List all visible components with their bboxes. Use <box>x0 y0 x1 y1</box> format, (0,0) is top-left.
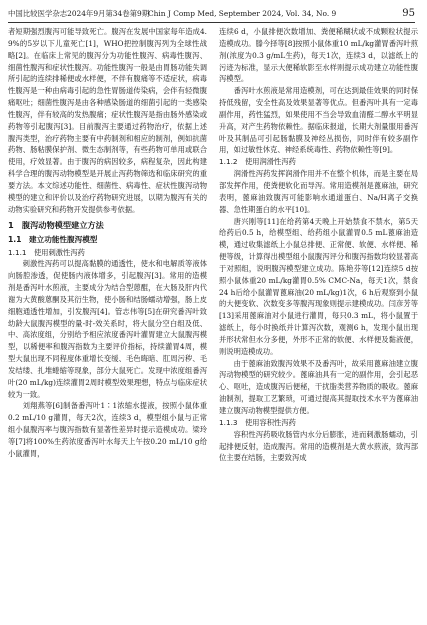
page-header <box>8 8 415 20</box>
subsubsection-heading: 1.1.1 使用刺激性泻药 <box>8 247 85 257</box>
journal-title-en: Chin J Comp Med, September 2024, Vol. 34, No. 9 <box>148 9 337 18</box>
header-divider <box>8 22 415 23</box>
subsubsection-heading: 1.1.2 使用润滑性泻药 <box>219 157 296 167</box>
section-heading: 1 腹泻动物模型建立方法 <box>8 219 104 230</box>
paragraph: 刺激性泻药可以提高黏膜的通透性，使水和电解质等液体向肠腔渗透，促使肠内液体增多，引起腹泻[3]。常用的造模剂是番泻叶水煎液，主要成分为结合型蒽醌，在大肠及肝内代谢为大黄酸蒽酮及其衍生物，使小肠和结肠蠕动增强，肠上皮细胞通透性增加，引发腹泻[4]。管志伟等[5]在研究番泻叶致幼龄大鼠腹泻模型的量-时-效关系时，将大鼠分空白组及低、中、高浓度组，分别给予相应浓度番泻叶灌胃建立大鼠腹泻模型，以稀便率和腹泻指数为主要评价指标，持续灌胃4周，模型大鼠出现不同程度体重增长变缓、毛色晦暗、肛周污秽、毛发结缕、扎堆蜷缩等现象，部分大鼠死亡。发现中浓度组番泻叶(20 mL/kg)连续灌胃2周时模型效果理想，特点与临床症状较为一致。 <box>8 259 207 399</box>
paragraph: 番泻叶水煎液是常用造模剂，可在达到最佳效果的同时保持低残留，安全性高及效果显著等优点。但番泻叶具有一定毒副作用，药性猛烈，如果使用不当会导致血清醛二醇水平明显升高，对产生药物依赖性。据临床报道，长期大剂量服用番泻叶及其制品可引起肠黏膜及神经丛损伤，同时伴有较多副作用，如过敏性休克、神经系统毒性、药物依赖性等[9]。 <box>219 86 418 155</box>
paragraph: 刘翔燕等[6]制备番泻叶1∶1浓缩水提液，按照小鼠体重0.2 mL/10 g灌胃，每天2次，连续3 d，模型组小鼠与正常组小鼠腹泻率与腹泻指数有显著性差异时提示造模成功。梁玲等[7]将100%生药浓度番泻叶水每天上午按0.20 mL/10 g给小鼠灌胃， <box>8 401 207 458</box>
paragraph: 连续6 d，小鼠排便次数增加、粪便稀糊状或不成颗粒状提示造模成功。滕今择等[8]按照小鼠体重10 mL/kg灌胃番泻叶煎剂(浓度为0.3 g/mL生药)，每天1次，连续3 d，以滤纸上的污迹为标准，显示大便稀软影至水样则提示成功建立功能性腹泻模型。 <box>219 27 418 84</box>
paragraph: 者短期强烈腹泻可能导致死亡。腹泻在发展中国家每年造成4.9%的5岁以下儿童死亡[1]，WHO把控制腹泻列为全球性战略[2]。在临床上常见的腹泻分为功能性腹泻、病毒性腹泻、细菌性腹泻和症状性腹泻。功能性腹泻一般是由胃肠功能失调所引起的连续排稀便或水样便，不伴有腹痛等不适症状，病毒性腹泻是一种由病毒引起的急性胃肠道传染病，会伴有轻微腹痛呕吐；细菌性腹泻是由各种感染肠道的细菌引起的一类感染性腹泻，伴有较高的发热腹痛；症状性腹泻是指由肠外感染或药物等引起腹泻[3]。目前腹泻主要通过药物治疗，依据上述腹泻类型，治疗药物主要有中药制剂和相应的制剂，例如抗菌药物、肠粘膜保护剂、微生态制剂等，有些药物可单用或联合使用，疗效显著。由于腹泻的病因较多，病程复杂，因此构建科学合理的腹泻动物模型是开展止泻药物筛选和临床研究的重要方法。本文综述功能性、细菌性、病毒性、症状性腹泻动物模型的建立和评价以及治疗药物研究进展，以期为腹泻有关的动物实验研究和药物开发提供参考依据。 <box>8 27 207 214</box>
paragraph: 唐兴刚等[11]在给药第4天晚上开始禁食不禁水，第5天给药后0.5 h，给模型组、给药组小鼠灌胃0.5 mL蓖麻油造模，通过收集滤纸上小鼠总排便、正常便、软便、水样便、稀便等级，计算得出模型组小鼠腹泻评分和腹泻指数均较显著高于对照组，说明腹泻模型建立成功。陈艳芬等[12]连续5 d按照小鼠体重20 mL/kg灌胃0.5% CMC-Na，每天1次，禁食24 h后给小鼠灌胃蓖麻油(20 mL/kg)1次，6 h后观察到小鼠的大便变软、次数变多等腹泻现象则提示建模成功。闫彦芳等[13]采用蓖麻油对小鼠进行灌胃，每只0.3 mL，将小鼠置于滤纸上，每小时换纸并计算泻次数，观测6 h，发现小鼠出现并形状常但水分多便，外形不正常的软便、水样便及黏液便，则说明造模成功。 <box>219 216 418 356</box>
paragraph: 润滑性泻药发挥润滑作用并不在整个机体，而是主要在局部发挥作用，使粪便软化而导泻。常用造模剂是蓖麻油，研究表明，蓖麻油致腹泻可能影响水通道蛋白、Na/H离子交换器、急性期蛋白的水平[10]。 <box>219 169 418 214</box>
page-number: 95 <box>402 8 415 19</box>
right-column <box>219 26 418 464</box>
paragraph: 容积性泻药吸收肠管内水分后膨胀，进而刺激肠蠕动，引起排便反射，造成腹泻。常用的造模剂是大黄水煎液，致泻部位主要在结肠，主要致泻成 <box>219 429 418 463</box>
subsection-heading: 1.1 建立功能性腹泻模型 <box>8 234 98 244</box>
left-column <box>8 26 207 460</box>
journal-title-cn: 中国比较医学杂志2024年9月第34卷第9期 <box>8 9 150 18</box>
subsubsection-heading: 1.1.3 使用容积性泻药 <box>219 417 296 427</box>
paragraph: 由于蓖麻油致腹泻效果不及番泻叶，故采用蓖麻油建立腹泻动物模型的研究较少。蓖麻油具有一定的副作用，会引起恶心、呕吐，造成腹泻后便秘，干扰脂类营养物质的吸收。蓖麻油制剂，提取工艺繁琐，可通过提高其提取技术水平为蓖麻油建立腹泻动物模型提供方便。 <box>219 358 418 415</box>
